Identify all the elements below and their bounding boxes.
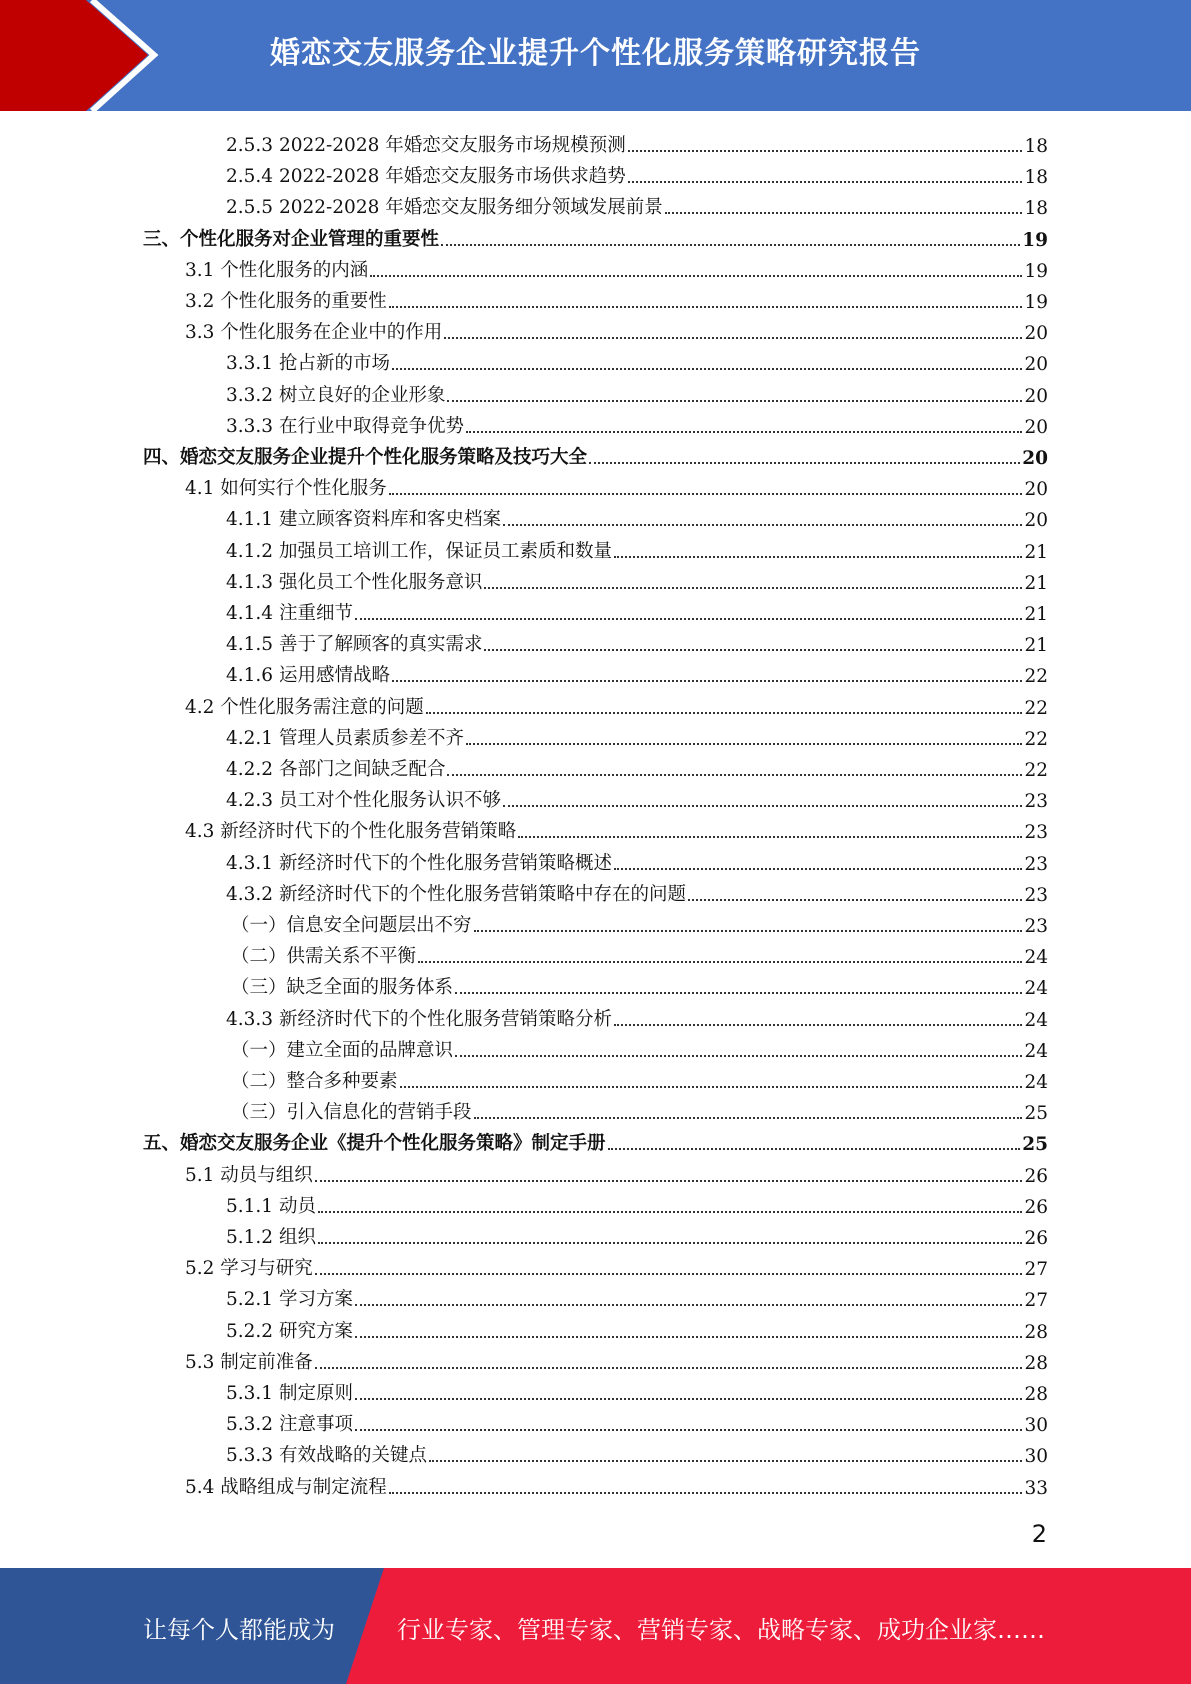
toc-entry-page: 21	[1024, 572, 1048, 594]
toc-dot-leader	[614, 868, 1022, 870]
toc-entry-title: 3.3.3 在行业中取得竞争优势	[226, 415, 464, 437]
toc-entry-page: 18	[1024, 167, 1048, 189]
toc-entry-page: 20	[1024, 479, 1048, 501]
toc-entry-page: 23	[1024, 791, 1048, 813]
toc-entry-title: 5.3 制定前准备	[185, 1351, 313, 1373]
toc-entry-page: 28	[1024, 1384, 1048, 1405]
toc-entry-title: 3.3.1 抢占新的市场	[226, 353, 390, 375]
toc-entry-title: 4.2 个性化服务需注意的问题	[185, 696, 424, 718]
toc-dot-leader	[392, 680, 1022, 682]
toc-entry[interactable]	[231, 1062, 1048, 1093]
toc-entry-title: 4.1.1 建立顾客资料库和客史档案	[226, 509, 501, 531]
toc-dot-leader	[315, 1273, 1023, 1275]
toc-dot-leader	[455, 992, 1022, 994]
toc-entry[interactable]	[226, 1187, 1048, 1218]
toc-entry-title: （二）整合多种要素	[231, 1071, 398, 1092]
toc-dot-leader	[614, 556, 1022, 558]
toc-entry[interactable]	[231, 1093, 1048, 1124]
toc-entry[interactable]	[226, 1218, 1048, 1249]
toc-dot-leader	[447, 774, 1022, 776]
toc-dot-leader	[355, 1398, 1023, 1400]
toc-dot-leader	[318, 1242, 1023, 1244]
toc-entry[interactable]	[231, 968, 1048, 999]
toc-entry[interactable]	[185, 812, 1048, 843]
toc-entry-title: 5.3.3 有效战略的关键点	[226, 1445, 427, 1467]
toc-dot-leader	[484, 649, 1022, 651]
toc-entry[interactable]	[226, 875, 1048, 906]
toc-entry-page: 19	[1022, 229, 1048, 251]
toc-dot-leader	[447, 400, 1022, 402]
toc-entry-title: 5.2 学习与研究	[185, 1258, 313, 1280]
toc-entry-page: 21	[1024, 635, 1048, 657]
toc-dot-leader	[392, 368, 1022, 370]
toc-dot-leader	[355, 1304, 1023, 1306]
toc-entry-page: 22	[1024, 728, 1048, 750]
toc-entry-title: 4.2.3 员工对个性化服务认识不够	[226, 790, 501, 812]
toc-dot-leader	[589, 462, 1020, 464]
toc-entry-title: 4.1.5 善于了解顾客的真实需求	[226, 634, 483, 656]
toc-entry-title: 4.1.2 加强员工培训工作，保证员工素质和数量	[226, 540, 612, 562]
toc-dot-leader	[503, 805, 1022, 807]
toc-entry[interactable]	[226, 407, 1048, 438]
toc-entry[interactable]	[226, 126, 1048, 157]
toc-entry-title: 4.3.3 新经济时代下的个性化服务营销策略分析	[226, 1008, 612, 1030]
toc-entry-page: 24	[1024, 978, 1048, 1000]
toc-entry-page: 18	[1024, 198, 1048, 220]
toc-dot-leader	[389, 306, 1023, 308]
red-arrow-shape	[0, 0, 148, 111]
toc-entry-title: 3.1 个性化服务的内涵	[185, 259, 369, 281]
toc-entry-title: 5.2.2 研究方案	[226, 1320, 353, 1342]
toc-entry-page: 20	[1024, 416, 1048, 438]
toc-entry-title: 4.1 如何实行个性化服务	[185, 478, 387, 500]
toc-dot-leader	[474, 930, 1023, 932]
toc-dot-leader	[441, 244, 1020, 246]
toc-entry[interactable]	[143, 438, 1048, 469]
toc-entry-page: 23	[1024, 822, 1048, 844]
toc-entry[interactable]	[231, 1031, 1048, 1062]
toc-entry-page: 30	[1024, 1446, 1048, 1468]
toc-entry-page: 24	[1024, 1040, 1048, 1062]
toc-dot-leader	[355, 1336, 1023, 1338]
toc-entry-title: 5.2.1 学习方案	[226, 1289, 353, 1311]
toc-entry[interactable]	[226, 157, 1048, 188]
toc-entry-page: 18	[1024, 136, 1048, 157]
toc-dot-leader	[315, 1180, 1023, 1182]
toc-entry[interactable]	[185, 688, 1048, 719]
toc-entry[interactable]	[226, 344, 1048, 375]
toc-dot-leader	[608, 1148, 1021, 1150]
toc-entry[interactable]	[226, 781, 1048, 812]
toc-entry-page: 25	[1022, 1134, 1048, 1156]
page-footer	[0, 1568, 1191, 1684]
toc-dot-leader	[474, 1117, 1023, 1119]
toc-dot-leader	[665, 212, 1023, 214]
toc-dot-leader	[355, 1429, 1023, 1431]
toc-dot-leader	[466, 431, 1022, 433]
toc-entry[interactable]	[226, 188, 1048, 219]
toc-entry-page: 20	[1022, 448, 1048, 469]
toc-dot-leader	[429, 1460, 1022, 1462]
toc-entry[interactable]	[226, 563, 1048, 594]
toc-entry-title: 4.3 新经济时代下的个性化服务营销策略	[185, 821, 517, 843]
page-number: 2	[1031, 1520, 1047, 1548]
toc-entry-page: 26	[1024, 1165, 1048, 1187]
toc-entry-page: 26	[1024, 1228, 1048, 1249]
toc-dot-leader	[628, 181, 1023, 183]
toc-entry-page: 20	[1024, 354, 1048, 376]
toc-entry[interactable]	[226, 594, 1048, 625]
toc-entry[interactable]	[226, 1312, 1048, 1343]
footer-slogan-left: 让每个人都能成为	[143, 1616, 335, 1644]
toc-entry-title: 2.5.4 2022-2028 年婚恋交友服务市场供求趋势	[226, 166, 626, 188]
toc-entry-title: （一）信息安全问题层出不穷	[231, 915, 472, 936]
toc-entry-page: 27	[1024, 1259, 1048, 1281]
toc-dot-leader	[370, 275, 1022, 277]
toc-dot-leader	[455, 1055, 1022, 1057]
toc-entry-title: 5.1.1 动员	[226, 1195, 316, 1217]
toc-dot-leader	[418, 961, 1022, 963]
toc-entry[interactable]	[226, 719, 1048, 750]
toc-entry[interactable]	[226, 532, 1048, 563]
toc-entry-title: （三）缺乏全面的服务体系	[231, 977, 454, 999]
toc-entry-page: 25	[1024, 1103, 1048, 1125]
toc-entry-page: 33	[1024, 1477, 1048, 1499]
toc-entry[interactable]	[226, 1374, 1048, 1405]
toc-entry[interactable]	[226, 844, 1048, 875]
toc-entry-page: 24	[1024, 1072, 1048, 1093]
toc-dot-leader	[466, 743, 1022, 745]
toc-entry-title: 5.1 动员与组织	[185, 1164, 313, 1186]
toc-entry-page: 19	[1024, 260, 1048, 282]
toc-entry[interactable]	[185, 282, 1048, 313]
toc-dot-leader	[484, 587, 1022, 589]
toc-entry-title: 5.1.2 组织	[226, 1227, 316, 1248]
toc-entry[interactable]	[143, 220, 1048, 251]
toc-entry-page: 28	[1024, 1352, 1048, 1374]
toc-entry-title: 3.2 个性化服务的重要性	[185, 291, 387, 312]
toc-entry-title: 四、婚恋交友服务企业提升个性化服务策略及技巧大全	[143, 447, 588, 468]
toc-entry-page: 24	[1024, 1009, 1048, 1031]
toc-dot-leader	[614, 1024, 1022, 1026]
toc-entry[interactable]	[226, 625, 1048, 656]
toc-entry-title: 4.1.3 强化员工个性化服务意识	[226, 571, 483, 593]
toc-entry-title: 4.2.2 各部门之间缺乏配合	[226, 759, 446, 780]
footer-slogan-right: 行业专家、管理专家、营销专家、战略专家、成功企业家……	[397, 1616, 1045, 1644]
toc-entry[interactable]	[226, 500, 1048, 531]
report-title: 婚恋交友服务企业提升个性化服务策略研究报告	[270, 36, 921, 71]
toc-entry-title: 2.5.3 2022-2028 年婚恋交友服务市场规模预测	[226, 135, 626, 156]
toc-entry-title: 4.3.1 新经济时代下的个性化服务营销策略概述	[226, 852, 612, 874]
toc-entry[interactable]	[226, 1280, 1048, 1311]
toc-dot-leader	[426, 712, 1023, 714]
toc-entry-title: 3.3 个性化服务在企业中的作用	[185, 322, 443, 344]
toc-entry-title: 3.3.2 树立良好的企业形象	[226, 384, 446, 406]
toc-entry-page: 23	[1024, 916, 1048, 937]
toc-entry-title: 4.1.4 注重细节	[226, 603, 353, 624]
toc-entry-page: 20	[1024, 510, 1048, 532]
toc-dot-leader	[444, 337, 1022, 339]
toc-dot-leader	[400, 1086, 1023, 1088]
toc-entry-page: 28	[1024, 1321, 1048, 1343]
toc-entry-title: （三）引入信息化的营销手段	[231, 1102, 472, 1124]
toc-entry[interactable]	[185, 469, 1048, 500]
toc-entry-title: 三、个性化服务对企业管理的重要性	[143, 228, 440, 250]
toc-entry[interactable]	[226, 1405, 1048, 1436]
toc-entry-page: 20	[1024, 323, 1048, 345]
toc-entry[interactable]	[185, 313, 1048, 344]
toc-entry[interactable]	[185, 251, 1048, 282]
toc-entry-page: 30	[1024, 1415, 1048, 1437]
toc-entry-title: 4.1.6 运用感情战略	[226, 665, 390, 687]
toc-dot-leader	[688, 899, 1022, 901]
toc-entry-title: 5.3.2 注意事项	[226, 1414, 353, 1436]
toc-entry[interactable]	[143, 1124, 1048, 1155]
toc-entry[interactable]	[185, 1343, 1048, 1374]
toc-entry-page: 26	[1024, 1196, 1048, 1218]
toc-entry-page: 22	[1024, 666, 1048, 688]
toc-entry-page: 23	[1024, 853, 1048, 875]
toc-entry-page: 22	[1024, 697, 1048, 719]
toc-entry-page: 24	[1024, 947, 1048, 969]
toc-dot-leader	[318, 1211, 1023, 1213]
toc-entry-title: 4.2.1 管理人员素质参差不齐	[226, 727, 464, 749]
toc-dot-leader	[355, 618, 1023, 620]
toc-entry-page: 27	[1024, 1290, 1048, 1312]
toc-entry-title: 5.3.1 制定原则	[226, 1383, 353, 1404]
toc-entry[interactable]	[226, 656, 1048, 687]
toc-entry[interactable]	[185, 1156, 1048, 1187]
toc-entry-page: 22	[1024, 760, 1048, 781]
toc-entry[interactable]	[231, 937, 1048, 968]
toc-dot-leader	[389, 493, 1023, 495]
toc-entry[interactable]	[226, 750, 1048, 781]
toc-entry[interactable]	[226, 376, 1048, 407]
toc-entry-page: 21	[1024, 541, 1048, 563]
page-header	[0, 0, 1191, 111]
toc-dot-leader	[628, 150, 1023, 152]
toc-entry-page: 19	[1024, 292, 1048, 313]
toc-dot-leader	[389, 1492, 1023, 1494]
toc-entry-title: 4.3.2 新经济时代下的个性化服务营销策略中存在的问题	[226, 883, 686, 905]
toc-entry[interactable]	[226, 1000, 1048, 1031]
toc-dot-leader	[315, 1367, 1023, 1369]
toc-entry-title: （二）供需关系不平衡	[231, 946, 417, 968]
toc-entry[interactable]	[226, 1436, 1048, 1467]
toc-entry[interactable]	[231, 906, 1048, 937]
toc-entry-title: 五、婚恋交友服务企业《提升个性化服务策略》制定手册	[143, 1133, 606, 1155]
toc-entry-title: 5.4 战略组成与制定流程	[185, 1476, 387, 1498]
toc-entry-title: 2.5.5 2022-2028 年婚恋交友服务细分领域发展前景	[226, 197, 663, 219]
toc-entry-page: 23	[1024, 884, 1048, 906]
toc-dot-leader	[503, 524, 1022, 526]
toc-entry-title: （一）建立全面的品牌意识	[231, 1039, 454, 1061]
toc-entry-page: 20	[1024, 385, 1048, 407]
toc-dot-leader	[518, 836, 1022, 838]
toc-entry[interactable]	[185, 1468, 1048, 1499]
toc-entry[interactable]	[185, 1249, 1048, 1280]
toc-entry-page: 21	[1024, 604, 1048, 625]
